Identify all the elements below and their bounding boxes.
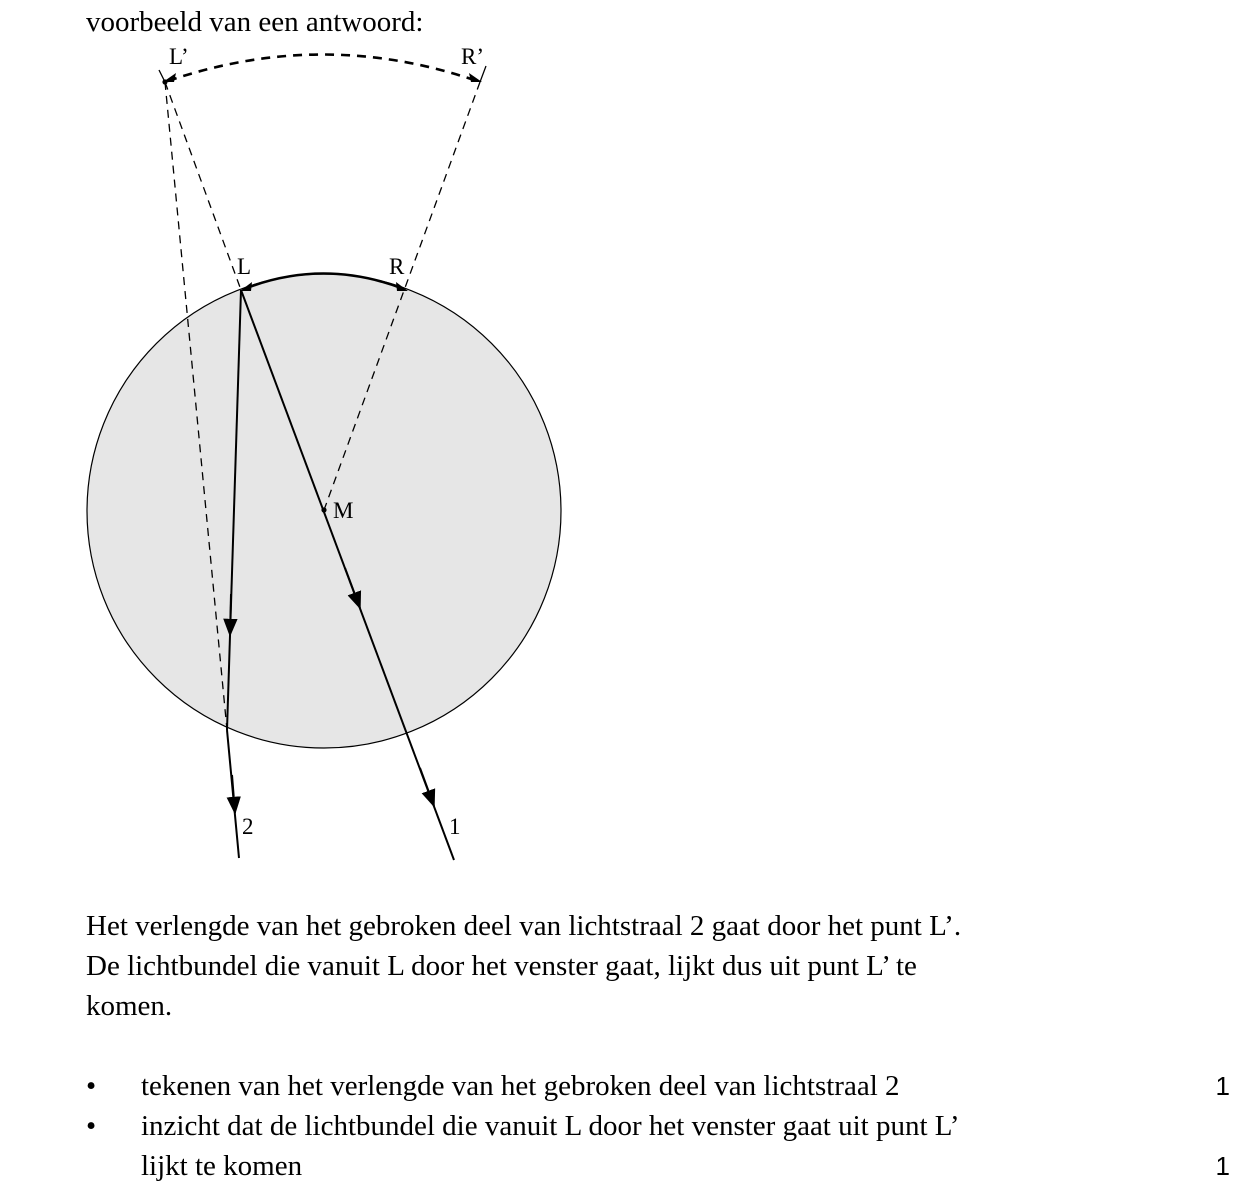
scoring-item-text: inzicht dat de lichtbundel die vanuit L door het venster gaat uit punt L’	[141, 1110, 960, 1142]
scoring-item-text: tekenen van het verlengde van het gebroken deel van lichtstraal 2	[141, 1070, 900, 1102]
arrowhead-Rprime	[469, 73, 482, 82]
scoring-item	[86, 1106, 1236, 1146]
explanation-line-3: komen.	[86, 990, 173, 1022]
label-Lprime: L’	[169, 44, 189, 69]
scoring-list	[86, 1066, 1236, 1186]
dashed-line-Lprime-L	[165, 82, 241, 290]
scoring-points: 1	[1215, 1071, 1230, 1101]
label-L: L	[237, 254, 252, 279]
scoring-item-text-continued: lijkt te komen	[141, 1150, 303, 1182]
ray-2-arrow-inside	[230, 594, 231, 635]
label-ray-2: 2	[242, 814, 254, 839]
bullet-icon: •	[86, 1110, 97, 1142]
label-Rprime: R’	[461, 44, 484, 69]
ray-1-arrow-outside	[420, 768, 434, 806]
label-ray-1: 1	[449, 814, 461, 839]
point-M	[321, 507, 326, 512]
explanation-line-1: Het verlengde van het gebroken deel van lichtstraal 2 gaat door het punt L’.	[86, 910, 962, 942]
scoring-points: 1	[1215, 1151, 1230, 1181]
scoring-item	[86, 1066, 1236, 1106]
label-R: R	[389, 254, 405, 279]
dashed-arc-Lprime-Rprime	[168, 55, 477, 82]
answer-heading: voorbeeld van een antwoord:	[86, 6, 424, 38]
explanation-line-2: De lichtbundel die vanuit L door het venster gaat, lijkt dus uit punt L’ te	[86, 950, 917, 982]
explanation-paragraph	[86, 906, 1186, 1026]
point-Lprime	[162, 79, 167, 84]
scoring-item-continuation	[86, 1146, 1236, 1186]
bullet-icon: •	[86, 1070, 97, 1102]
label-M: M	[333, 498, 354, 523]
refraction-diagram	[0, 0, 620, 880]
